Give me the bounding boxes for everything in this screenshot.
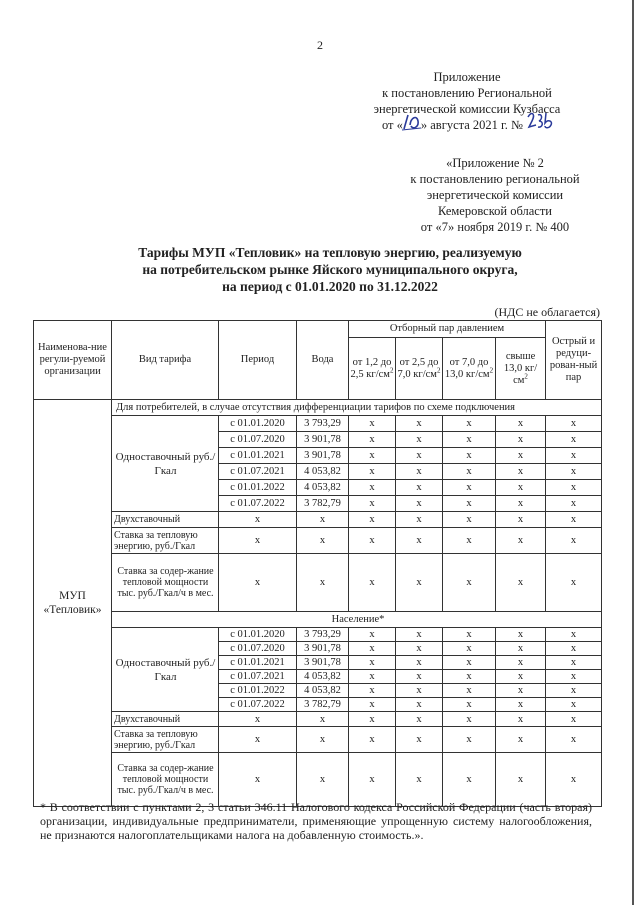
header-sharp-steam: Острый и редуци-рован-ный пар [546,321,602,400]
table-row: с 01.07.2021 4 053,82 х х х х х [34,670,602,684]
two-part-row: Двухставочный х х х х х х х [34,512,602,528]
tariff-table [33,320,602,807]
header-org: Наименова-ние регули-руемой организации [34,321,112,400]
appendix-header [330,69,604,133]
appendix-date-line: от « » августа 2021 г. № [330,117,604,133]
appendix-line-3: энергетической комиссии Кузбасса [373,102,561,116]
table-row: с 01.07.2020 3 901,78 х х х х х [34,432,602,448]
section-row [34,400,602,416]
appendix-line-1: Приложение [433,70,501,84]
energy-rate-row: Ставка за тепловую энергию, руб./Гкал х х х х х х х [34,727,602,753]
header-pressure-2: от 2,5 до 7,0 $кг/см^2$ [396,338,443,400]
table-row: с 01.07.2022 3 782,79 х х х х х [34,698,602,712]
handwritten-day [403,117,421,129]
footnote: * В соответствии с пунктами 2, 3 статьи 346.11 Налогового кодекса Российской Федерации (часть вторая) организации, индивидуальные предприниматели, применяющие упрощенную систему налогообложения, не признаются налогоплательщиками налога на добавленную стоимость.». [40,800,592,842]
document-title: Тарифы МУП «Тепловик» на тепловую энергию, реализуемую на потребительском рынке Яйского муниципального округа, на период с 01.01.2020 по 31.12.2022 [138,245,522,294]
appendix2-line-2: к постановлению региональной [410,172,580,186]
section-title: Население* [112,612,602,628]
appendix-line-2: к постановлению Региональной [382,86,552,100]
two-part-row: Двухставочный х х х х х х х [34,712,602,727]
table-row: с 01.01.2022 4 053,82 х х х х х [34,684,602,698]
appendix2-line-4: Кемеровской области [437,204,553,218]
table-row: Одноставочный руб./Гкал с 01.01.2020 3 793,29 х х х х х [34,416,602,432]
handwritten-number [526,117,552,129]
single-rate-label: Одноставочный руб./Гкал [112,416,219,512]
appendix2-header [380,155,610,235]
table-row: Одноставочный руб./Гкал с 01.01.2020 3 793,29 х х х х х [34,628,602,642]
header-period: Период [219,321,297,400]
appendix2-line-3: энергетической комиссии [426,188,564,202]
single-rate-label: Одноставочный руб./Гкал [112,628,219,712]
header-pressure-1: от 1,2 до 2,5 $кг/см^2$ [349,338,396,400]
table-row: с 01.01.2021 3 901,78 х х х х х [34,448,602,464]
capacity-rate-row: Ставка за содер-жание тепловой мощности тыс. руб./Гкал/ч в мес. х х х х х х х [34,554,602,612]
header-type: Вид тарифа [112,321,219,400]
page-number: 2 [317,38,323,52]
header-row-1 [34,321,602,338]
page-edge-line [632,0,634,905]
table-row: с 01.07.2021 4 053,82 х х х х х [34,464,602,480]
vat-note: (НДС не облагается) [494,305,600,319]
table-row: с 01.07.2022 3 782,79 х х х х х [34,496,602,512]
header-pressure-4: свыше 13,0 $кг/см^2$ [496,338,546,400]
table-row: с 01.01.2022 4 053,82 х х х х х [34,480,602,496]
header-steam: Отборный пар давлением [349,321,546,338]
section-title: Для потребителей, в случае отсутствия дифференциации тарифов по схеме подключения [112,400,602,416]
table-row: с 01.01.2021 3 901,78 х х х х х [34,656,602,670]
header-pressure-3: от 7,0 до 13,0 $кг/см^2$ [443,338,496,400]
appendix2-line-1: «Приложение № 2 [446,156,544,170]
energy-rate-row: Ставка за тепловую энергию, руб./Гкал х х х х х х х [34,528,602,554]
table-row: с 01.07.2020 3 901,78 х х х х х [34,642,602,656]
capacity-rate-row: Ставка за содер-жание тепловой мощности тыс. руб./Гкал/ч в мес. х х х х х х х [34,753,602,807]
appendix2-line-5: от «7» ноября 2019 г. № 400 [420,220,570,234]
header-water: Вода [297,321,349,400]
section-row [34,612,602,628]
org-name-cell: МУП «Тепловик» [34,400,112,807]
